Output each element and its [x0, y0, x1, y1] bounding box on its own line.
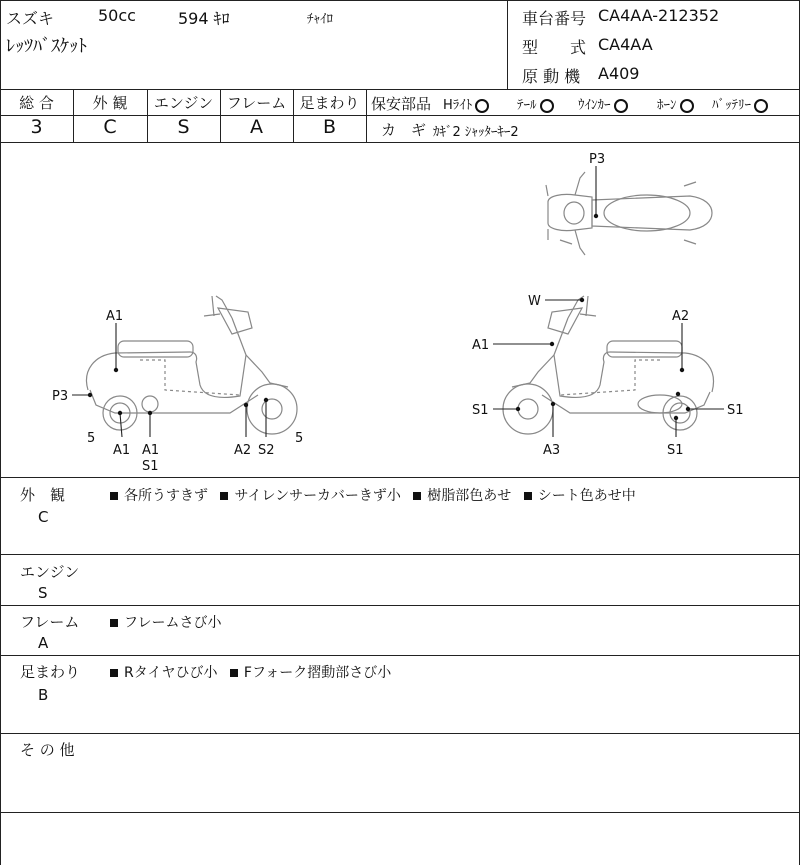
- safety-item-headlight: Hﾗｲﾄ: [443, 94, 489, 113]
- section-notes-frame: フレームさび小: [108, 612, 221, 632]
- engine-label: 原 動 機: [522, 67, 581, 86]
- bullet-square-icon: [110, 669, 118, 677]
- section-divider: [0, 655, 800, 656]
- model-name: ﾚｯﾂﾊﾞｽｹｯﾄ: [6, 36, 87, 57]
- label-s1: S1: [667, 443, 684, 458]
- grade-header-exterior: 外 観: [92, 94, 128, 112]
- grade-engine: S: [177, 116, 190, 138]
- label-w: W: [528, 294, 541, 309]
- type-label: 型 式: [522, 38, 587, 57]
- section-title-frame: フレーム: [20, 613, 80, 631]
- bullet-square-icon: [110, 492, 118, 500]
- section-divider: [0, 812, 800, 813]
- safety-item-battery: ﾊﾞｯﾃﾘｰ: [712, 94, 768, 113]
- section-notes-exterior: 各所うすきず サイレンサーカバーきず小 樹脂部色あせ シート色あせ中: [108, 485, 636, 505]
- grade-header-frame: フレーム: [226, 94, 287, 112]
- type-value: CA4AA: [598, 35, 653, 54]
- section-grade-engine: S: [38, 584, 48, 602]
- engine-value: A409: [598, 64, 640, 83]
- frame-no: CA4AA-212352: [598, 6, 720, 25]
- section-grade-suspension: B: [38, 686, 49, 704]
- label-a1: A1: [142, 443, 160, 458]
- grade-exterior: C: [103, 116, 117, 138]
- safety-item-horn: ﾎｰﾝ: [657, 94, 694, 113]
- bullet-square-icon: [230, 669, 238, 677]
- section-grade-exterior: C: [38, 508, 49, 526]
- label-s1: S1: [142, 459, 159, 474]
- bullet-square-icon: [110, 619, 118, 627]
- label-a1: A1: [113, 443, 131, 458]
- key-value: ｶｷﾞ2 ｼｬｯﾀｰｷｰ2: [433, 125, 519, 140]
- grade-frame: A: [250, 116, 263, 138]
- section-divider: [0, 733, 800, 734]
- grade-suspension: B: [322, 116, 337, 138]
- color: ﾁｬｲﾛ: [307, 12, 333, 27]
- section-title-other: そ の 他: [20, 741, 75, 759]
- label-s1: S1: [472, 403, 489, 418]
- section-divider: [0, 554, 800, 555]
- section-notes-suspension: Rタイヤひび小 Fフォーク摺動部さび小: [108, 662, 391, 682]
- label-a1: A1: [106, 309, 124, 324]
- safety-item-tail: ﾃｰﾙ: [517, 94, 554, 113]
- section-title-engine: エンジン: [20, 563, 80, 581]
- safety-label: 保安部品: [371, 95, 432, 113]
- label-a2: A2: [672, 309, 690, 324]
- displacement: 50cc: [98, 6, 136, 25]
- label-s1: S1: [727, 403, 744, 418]
- maker: スズキ: [6, 9, 55, 28]
- bullet-square-icon: [220, 492, 228, 500]
- scooter-top-view: [546, 172, 712, 255]
- bullet-square-icon: [413, 492, 421, 500]
- mileage: 594 ｷﾛ: [178, 9, 230, 28]
- label-a1: A1: [472, 338, 490, 353]
- label-p3-top: P3: [589, 152, 606, 167]
- frame-no-label: 車台番号: [522, 9, 587, 28]
- safety-item-winker: ｳｲﾝｶｰ: [578, 94, 628, 113]
- label-5: 5: [87, 431, 96, 446]
- label-s2: S2: [258, 443, 275, 458]
- section-title-exterior: 外 観: [20, 486, 66, 504]
- grade-header-overall: 総 合: [19, 94, 54, 112]
- grade-overall: 3: [30, 116, 43, 138]
- section-title-suspension: 足まわり: [20, 663, 81, 681]
- section-grade-frame: A: [38, 634, 49, 652]
- grade-header-suspension: 足まわり: [299, 94, 360, 112]
- label-a2: A2: [234, 443, 252, 458]
- label-5: 5: [295, 431, 304, 446]
- key-label: カ ギ: [381, 121, 427, 139]
- grade-header-engine: エンジン: [153, 94, 214, 112]
- section-divider: [0, 605, 800, 606]
- label-p3: P3: [52, 389, 69, 404]
- bullet-square-icon: [524, 492, 532, 500]
- label-a3: A3: [543, 443, 561, 458]
